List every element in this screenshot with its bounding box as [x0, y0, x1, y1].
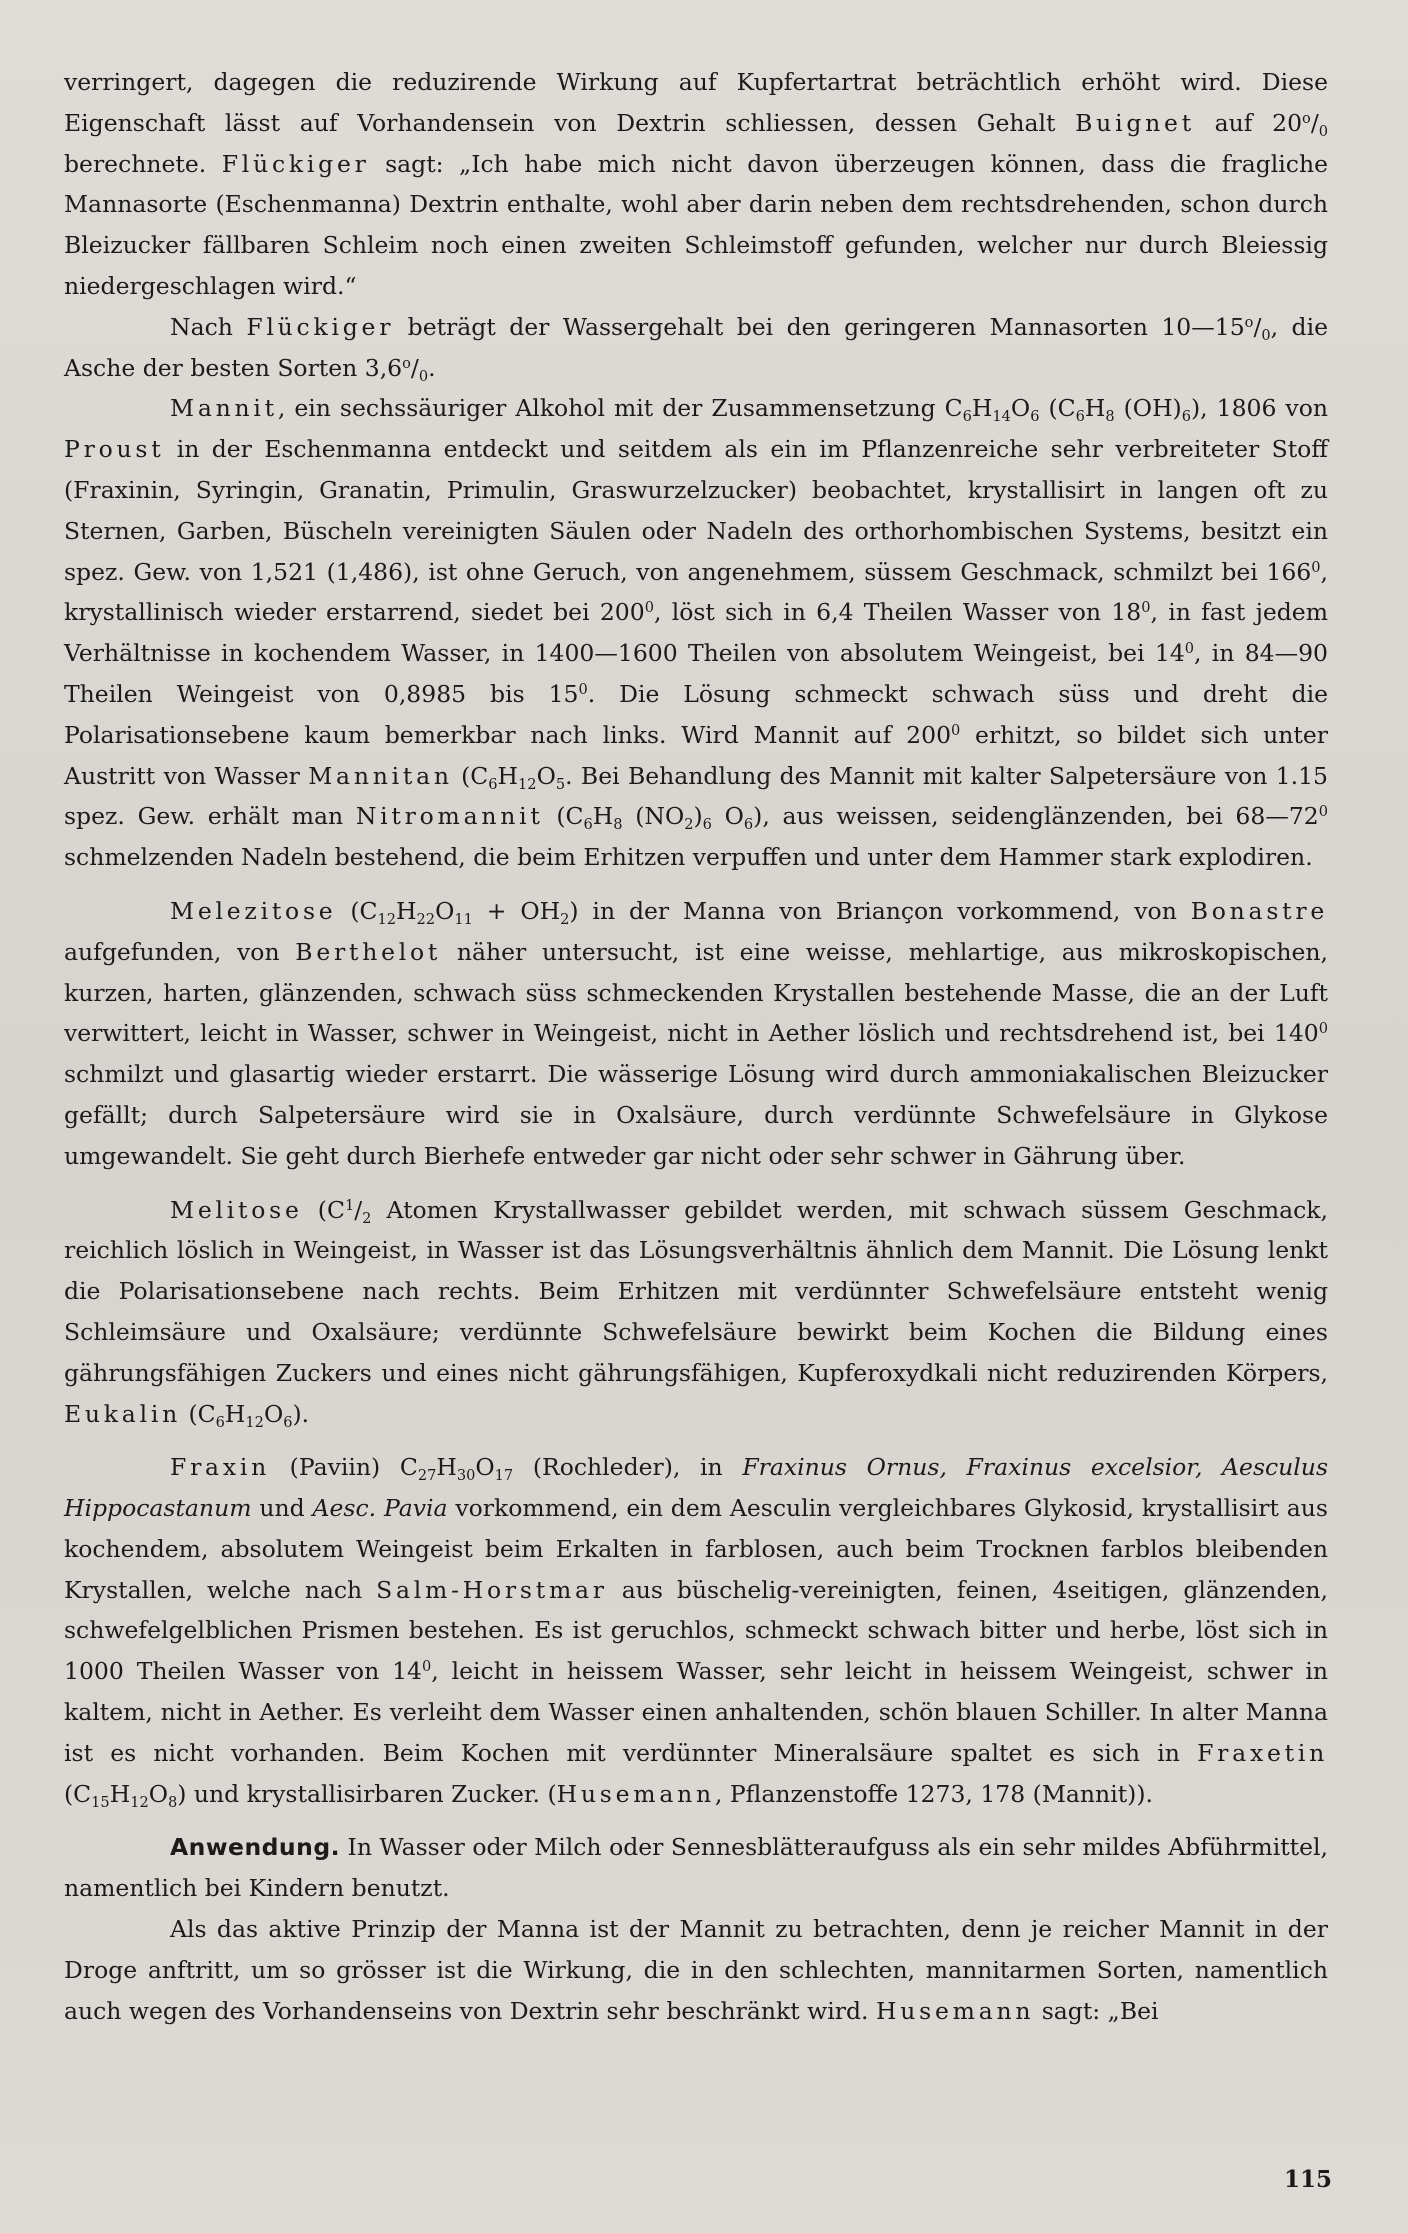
text: aufgefunden, von — [64, 937, 296, 966]
subscript: 11 — [454, 911, 473, 929]
compound-name: Melezitose — [170, 896, 337, 925]
compound-name: Melitose — [170, 1195, 303, 1224]
compound-name: Eukalin — [64, 1399, 182, 1428]
text: aus büschelig-vereinigten, feinen, 4seitigen, glänzenden, schwefelgelblichen Prismen bestehen. Es ist geruchlos, schmeckt schwach bitter und herbe, löst sich in 1000 Theilen Wasser von 14 — [64, 1575, 1329, 1686]
text: näher untersucht, ist eine weisse, mehlartige, aus mikroskopischen, kurzen, harten, glänzenden, schwach süss schmeckenden Krystallen bestehende Masse, die an der Luft verwittert, leicht in Wasser, schwer in Weingeist, nicht in Aether löslich und rechtsdrehend ist, bei 140 — [64, 937, 1328, 1048]
text: (C — [181, 1399, 216, 1428]
text: ), 1806 von — [1191, 394, 1328, 423]
text: verringert, dagegen die reduzirende Wirkung auf Kupfertartrat beträchtlich erhöht wird. Diese Eigenschaft lässt auf Vorhandensein von Dextrin schliessen, dessen Gehalt — [64, 68, 1328, 137]
compound-name: Mannitan — [308, 761, 453, 790]
subscript: 8 — [168, 1793, 178, 1811]
author-name: Berthelot — [295, 937, 442, 966]
text: O — [148, 1779, 168, 1808]
subscript: 12 — [245, 1413, 264, 1431]
text: H — [224, 1399, 246, 1428]
text: O — [435, 896, 455, 925]
text: schmelzenden Nadeln bestehend, die beim Erhitzen verpuffen und unter dem Hammer stark explodiren. — [64, 843, 1313, 872]
paragraph-fraxin — [64, 1447, 1328, 1814]
degree-mark: 0 — [1141, 599, 1151, 617]
degree-mark: 0 — [644, 599, 654, 617]
subscript: 6 — [488, 775, 498, 793]
author-name: Proust — [64, 435, 165, 464]
unit-mark: 0 — [418, 367, 429, 385]
subscript: 12 — [377, 911, 397, 929]
unit-mark: 0 — [1318, 122, 1328, 140]
author-name: Flückiger — [221, 149, 370, 178]
text: ) und krystallisirbaren Zucker. ( — [177, 1779, 557, 1808]
text: in der Eschenmanna entdeckt und seitdem als ein im Pflanzenreiche sehr verbreiteter Stoff (Fraxinin, Syringin, Granatin, Primulin, Graswurzelzucker) beobachtet, krystallisirt in langen oft zu Sternen, Garben, Büscheln vereinigten Säulen oder Nadeln des orthorhombischen Systems, besitzt ein spez. Gew. von 1,521 (1,486), ist ohne Geruch, von angenehmem, süssem Geschmack, schmilzt bei 166 — [64, 435, 1328, 586]
text: H — [396, 896, 417, 925]
text: (C — [1039, 394, 1076, 423]
degree-mark: 0 — [1318, 1020, 1328, 1038]
degree-mark: 0 — [951, 721, 961, 739]
text: H — [497, 761, 519, 790]
subscript: 6 — [743, 816, 754, 834]
text: H — [1084, 394, 1106, 423]
paragraph-melezitose — [64, 891, 1328, 1177]
compound-name: Fraxin — [170, 1453, 271, 1482]
paragraph-anwendung — [64, 1827, 1328, 1909]
text: , die Asche der besten Sorten 3,6 — [64, 312, 1328, 382]
subscript: 30 — [456, 1467, 476, 1485]
fraction-denominator: 2 — [362, 1209, 372, 1227]
species-name: Aesc. Pavia — [312, 1494, 448, 1523]
text: berechnete. — [64, 149, 222, 178]
author-name: Bonastre — [1190, 896, 1329, 925]
text: , ein sechssäuriger Alkohol mit der Zusammensetzung C — [277, 394, 963, 423]
subscript: 15 — [91, 1793, 110, 1811]
subscript: 6 — [962, 408, 972, 426]
text: Nach — [170, 312, 247, 341]
subscript: 6 — [283, 1413, 293, 1431]
text: (OH) — [1114, 394, 1182, 423]
species-names: Fraxinus Ornus, Fraxinus excelsior, Aesculus Hippocastanum — [64, 1453, 1329, 1523]
text: . Die Lösung schmeckt schwach süss und dreht die Polarisationsebene kaum bemerkbar nach links. Wird Mannit auf 200 — [64, 679, 1328, 749]
text: ). — [292, 1399, 310, 1428]
text: erhitzt, so bildet sich unter Austritt von Wasser — [64, 720, 1328, 790]
text: vorkommend, ein dem Aesculin vergleichbares Glykosid, krystallisirt aus kochendem, absolutem Weingeist beim Erkalten in farblosen, auch beim Trocknen farblos bleibenden Krystallen, welche nach — [64, 1494, 1328, 1604]
subscript: 6 — [702, 816, 712, 834]
text: ) in der Manna von Briançon vorkommend, von — [569, 896, 1191, 925]
paragraph-wassergehalt: Nach Flückiger beträgt der Wassergehalt bei den geringeren Mannasorten $10—15^o/_0$, die Asche der besten Sorten $3,6^o/_0$. — [64, 312, 1328, 385]
text: schmilzt und glasartig wieder erstarrt. Die wässerige Lösung wird durch ammoniakalischen Bleizucker gefällt; durch Salpetersäure wird sie in Oxalsäure, durch verdünnte Schwefelsäure in Glykose umgewandelt. Sie geht durch Bierhefe entweder gar nicht oder sehr schwer in Gährung über. — [64, 1060, 1328, 1170]
unit-mark: o — [402, 354, 411, 372]
compound-name: Mannit — [170, 394, 278, 423]
subscript: 14 — [992, 408, 1011, 426]
text: , Pflanzenstoffe 1273, 178 (Mannit)). — [714, 1779, 1153, 1808]
text: und — [251, 1494, 313, 1523]
text: (C — [543, 802, 584, 831]
subscript: 6 — [1181, 408, 1191, 426]
text: O — [263, 1399, 284, 1428]
subscript: 6 — [1030, 408, 1040, 426]
unit-mark: 0 — [1261, 326, 1271, 344]
text: In Wasser oder Milch oder Sennesblätteraufguss als ein sehr mildes Abführmittel, namentlich bei Kindern benutzt. — [64, 1833, 1328, 1903]
text: H — [109, 1779, 131, 1808]
paragraph-prinzip — [64, 1909, 1328, 2031]
subscript: 6 — [583, 816, 593, 834]
paragraph-melitose: Melitose ($C^1/_2$ Atomen Krystallwasser gebildet werden, mit schwach süssem Geschmack, reichlich löslich in Weingeist, in Wasser ist das Lösungsverhältnis ähnlich dem Mannit. Die Lösung lenkt die Polarisationsebene nach rechts. Beim Erhitzen mit verdünnter Schwefelsäure entsteht wenig Schleimsäure und Oxalsäure; verdünnte Schwefelsäure bewirkt beim Kochen die Bildung eines gährungsfähigen Zuckers und eines nicht gährungsfähigen, Kupferoxydkali nicht reduzirenden Körpers, Eukalin $(C_6H_{12}O_6)$. — [64, 1195, 1328, 1431]
subscript: 5 — [555, 775, 566, 793]
text: Als das aktive Prinzip der Manna ist der Mannit zu betrachten, denn je reicher Mannit in der Droge anftritt, um so grösser ist die Wirkung, die in den schlechten, mannitarmen Sorten, namentlich auch wegen des Vorhandenseins von Dextrin sehr beschränkt wird. — [64, 1915, 1328, 2025]
author-name: Buignet — [1075, 108, 1195, 137]
text: H — [436, 1453, 457, 1482]
text: , löst sich in 6,4 Theilen Wasser von 18 — [653, 598, 1142, 627]
paragraph-dextrin: verringert, dagegen die reduzirende Wirkung auf Kupfertartrat beträchtlich erhöht wird. Diese Eigenschaft lässt auf Vorhandensein von Dextrin schliessen, dessen Gehalt Buignet auf $20^o/_0$ berechnete. Flückiger sagt: „Ich habe mich nicht davon überzeugen können, dass die fragliche Mannasorte (Eschenmanna) Dextrin enthalte, wohl aber darin neben dem rechtsdrehenden, schon durch Bleizucker fällbaren Schleim noch einen zweiten Schleimstoff gefunden, welcher nur durch Bleiessig niedergeschlagen wird.“ — [64, 68, 1328, 300]
compound-name: Fraxetin — [1197, 1738, 1328, 1767]
body-text — [64, 62, 1328, 2031]
text: beträgt der Wassergehalt bei den geringeren Mannasorten 10—15 — [394, 312, 1245, 341]
subscript: 27 — [417, 1467, 437, 1485]
fraction-numerator: 1 — [344, 1196, 355, 1214]
subscript: 6 — [215, 1413, 225, 1431]
subscript: 2 — [560, 911, 570, 929]
text: , in 84—90 Theilen Weingeist von 0,8985 bis 15 — [64, 639, 1328, 708]
page-number: 115 — [1283, 2166, 1332, 2193]
paragraph-mannit — [64, 388, 1328, 878]
text: ) — [693, 802, 703, 831]
degree-mark: 0 — [422, 1658, 432, 1676]
degree-mark: 0 — [1318, 803, 1328, 821]
text: + OH — [472, 896, 561, 925]
text: . — [428, 353, 436, 382]
text: O — [536, 761, 556, 790]
text: O — [711, 802, 744, 831]
subscript: 8 — [1105, 408, 1115, 426]
text: O — [1010, 394, 1031, 423]
text: , in fast jedem Verhältnisse in kochendem Wasser, in 1400—1600 Theilen von absolutem Weingeist, bei 14 — [64, 598, 1329, 668]
text: (C — [336, 896, 378, 925]
text: , leicht in heissem Wasser, sehr leicht in heissem Weingeist, schwer in kaltem, nicht in Aether. Es verleiht dem Wasser einen anhaltenden, schön blauen Schiller. In alter Manna ist es nicht vorhanden. Beim Kochen mit verdünnter Mineralsäure spaltet es sich in — [64, 1657, 1328, 1767]
subscript: 12 — [130, 1793, 149, 1811]
subscript: 22 — [416, 911, 436, 929]
unit-mark: o — [1244, 313, 1254, 331]
degree-mark: 0 — [1311, 558, 1321, 576]
author-name: Salm-Horstmar — [376, 1575, 608, 1604]
degree-mark: 0 — [1184, 640, 1195, 658]
section-heading: Anwendung. — [170, 1833, 341, 1862]
author-name: Husemann — [876, 1996, 1035, 2025]
text: (C — [452, 761, 489, 790]
text: ), aus weissen, seidenglänzenden, bei 68—72 — [753, 802, 1319, 831]
text: (NO — [622, 802, 685, 831]
compound-name: Nitromannit — [355, 802, 544, 831]
author-name: Husemann — [556, 1779, 715, 1808]
text: H — [592, 802, 614, 831]
text: auf 20 — [1194, 108, 1303, 137]
text: sagt: „Bei — [1034, 1996, 1159, 2025]
subscript: 6 — [1075, 408, 1085, 426]
text: Atomen Krystallwasser gebildet werden, mit schwach süssem Geschmack, reichlich löslich in Weingeist, in Wasser ist das Lösungsverhältnis ähnlich dem Mannit. Die Lösung lenkt die Polarisationsebene nach rechts. Beim Erhitzen mit verdünnter Schwefelsäure entsteht wenig Schleimsäure und Oxalsäure; verdünnte Schwefelsäure bewirkt beim Kochen die Bildung eines gährungsfähigen Zuckers und eines nicht gährungsfähigen, Kupferoxydkali nicht reduzirenden Körpers, — [64, 1195, 1328, 1387]
unit-mark: o — [1302, 109, 1311, 127]
subscript: 12 — [518, 775, 537, 793]
text: sagt: „Ich habe mich nicht davon überzeugen können, dass die fragliche Mannasorte (Eschenmanna) Dextrin enthalte, wohl aber darin neben dem rechtsdrehenden, schon durch Bleizucker fällbaren Schleim noch einen zweiten Schleimstoff gefunden, welcher nur durch Bleiessig niedergeschlagen wird.“ — [64, 149, 1328, 300]
text: , krystallinisch wieder erstarrend, siedet bei 200 — [64, 557, 1328, 627]
subscript: 17 — [494, 1467, 514, 1485]
text: H — [971, 394, 993, 423]
text: (C — [302, 1195, 345, 1224]
text: . Bei Behandlung des Mannit mit kalter Salpetersäure von 1.15 spez. Gew. erhält man — [64, 761, 1328, 831]
text: (Paviin) C — [270, 1453, 418, 1482]
subscript: 8 — [613, 816, 623, 834]
author-name: Flückiger — [246, 312, 395, 341]
text: (C — [64, 1779, 92, 1808]
degree-mark: 0 — [578, 680, 588, 698]
text: O — [475, 1453, 495, 1482]
subscript: 2 — [684, 816, 694, 834]
text: (Rochleder), in — [513, 1453, 743, 1482]
